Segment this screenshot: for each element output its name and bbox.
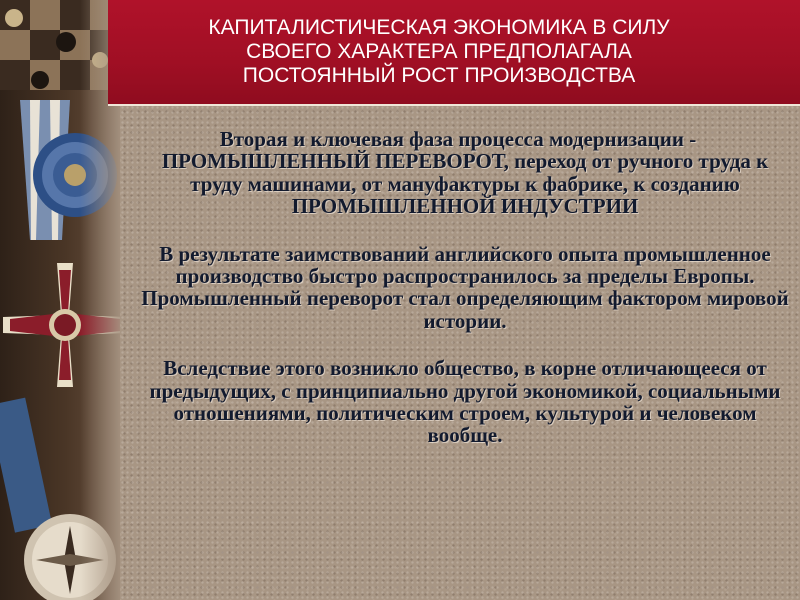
paragraph-spread-beyond-europe: В результате заимствований английского опыта промышленное производство быстро распространилось за пределы Европы. Промышленный переворот стал определяющим фактором мировой истории. — [141, 241, 789, 333]
title-banner — [108, 0, 800, 106]
ribbon-strip — [0, 398, 52, 533]
slide-body — [140, 128, 790, 588]
decorative-collage — [0, 0, 120, 600]
paragraph-new-society: Вследствие этого возникло общество, в корне отличающееся от предыдущих, с принципиально другой экономикой, социальными отношениями, политическим строем, культурой и человеком вообще. — [149, 356, 781, 448]
slide-title: КАПИТАЛИСТИЧЕСКАЯ ЭКОНОМИКА В СИЛУ СВОЕГО ХАРАКТЕРА ПРЕДПОЛАГАЛА ПОСТОЯННЫЙ РОСТ ПРОИЗВОДСТВА — [208, 16, 670, 87]
paragraph-gap — [140, 218, 790, 243]
paragraph-industrial-revolution: Вторая и ключевая фаза процесса модернизации - ПРОМЫШЛЕННЫЙ ПЕРЕВОРОТ, переход от ручного труда к труду машинами, от мануфактуры к фабрике, к созданию ПРОМЫШЛЕННОЙ ИНДУСТРИИ — [161, 127, 769, 219]
paragraph-gap — [140, 332, 790, 357]
